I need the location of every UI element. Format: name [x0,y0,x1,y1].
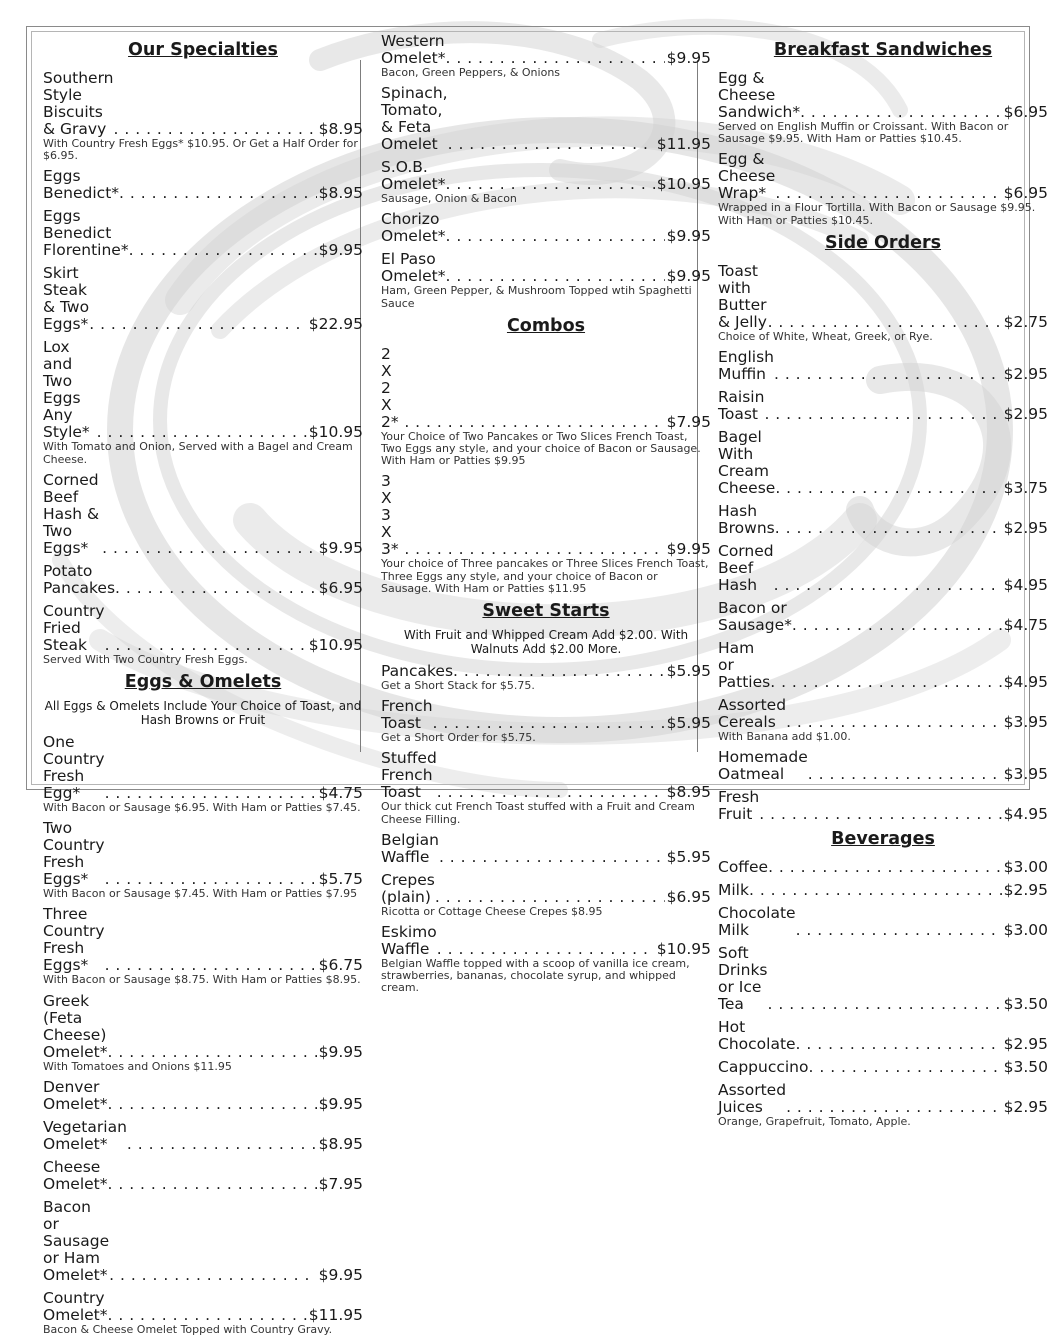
item-price: $2.95 [1003,1035,1048,1054]
dot-leader [796,922,1002,939]
dot-leader [109,1267,317,1284]
item-price: $9.95 [318,1042,363,1061]
menu-item-row [381,251,711,285]
menu-item [718,429,1048,497]
item-price: $5.95 [666,662,711,681]
dot-leader [404,414,664,431]
item-price: $2.95 [1003,405,1048,424]
menu-item-row [43,1119,363,1153]
item-description: Served on English Muffin or Croissant. With Bacon or Sausage $9.95. With Ham or Patties $10.45. [718,120,1009,146]
menu-item-row [43,265,363,333]
menu-item-row [718,349,1048,383]
menu-section-combos [381,316,711,595]
menu-item [43,265,363,333]
item-description: Bacon, Green Peppers, & Onions [381,66,561,79]
menu-column-right [718,40,1048,1134]
menu-item-row [381,473,711,558]
menu-item-row [381,33,711,67]
menu-item-row [718,1019,1048,1053]
item-name: Chocolate Milk [718,904,796,940]
dot-leader [453,663,665,680]
item-description: With Tomato and Onion, Served with a Bagel and Cream Cheese. [43,440,353,466]
item-name: Corned Beef Hash [718,542,774,595]
menu-item [43,1159,363,1193]
menu-item [43,820,363,900]
item-price: $4.75 [318,784,363,803]
item-price: $9.95 [666,267,711,286]
item-description: Your Choice of Two Pancakes or Two Slices French Toast, Two Eggs any style, and your choice of Bacon or Sausage. With Ham or Patties $9.95 [381,429,701,468]
item-price: $10.95 [308,635,363,654]
item-name: Greek (Feta Cheese) Omelet* [43,991,108,1061]
item-price: $5.95 [666,714,711,733]
item-price: $10.95 [308,423,363,442]
item-price: $2.95 [1003,881,1048,900]
dot-leader [105,957,317,974]
menu-item-row [43,820,363,888]
menu-section-our-specialties [43,40,363,666]
dot-leader [770,674,1001,691]
menu-item [43,472,363,557]
dot-leader [446,50,665,67]
item-description: Choice of White, Wheat, Greek, or Rye. [718,329,933,343]
dot-leader [446,176,655,193]
dot-leader [774,366,1002,383]
item-price: $3.95 [1003,713,1048,732]
section-title: Eggs & Omelets [124,672,282,693]
menu-item [43,1079,363,1113]
item-name: Soft Drinks or Ice Tea [718,944,768,1014]
item-price: $2.75 [1003,312,1048,331]
section-title: Beverages [831,829,935,850]
menu-item [43,603,363,666]
item-price: $6.95 [666,887,711,906]
item-name: Egg & Cheese Wrap* [718,150,776,203]
dot-leader [800,104,1002,121]
menu-item [43,1119,363,1153]
item-price: $6.95 [1003,103,1048,121]
item-name: El Paso Omelet* [381,250,446,286]
dot-leader [108,1307,307,1324]
menu-item-row [43,603,363,654]
item-name: Egg & Cheese Sandwich* [718,69,801,121]
menu-item [43,208,363,259]
item-name: Vegetarian Omelet* [43,1117,127,1153]
item-name: One Country Fresh Egg* [43,733,105,803]
dot-leader [114,121,317,138]
item-name: Hash Browns [718,502,775,538]
item-price: $3.50 [1003,1058,1048,1077]
menu-section-beverages [718,829,1048,1128]
item-name: Fresh Fruit [718,788,760,824]
item-price: $6.75 [318,956,363,975]
menu-item [718,503,1048,537]
menu-item-row [43,1199,363,1284]
item-price: $4.75 [1003,616,1048,635]
item-name: 3 X 3 X 3* [381,472,399,559]
menu-item-row [718,543,1048,594]
dot-leader [775,185,1001,202]
menu-item [718,70,1048,145]
menu-section-side-orders [718,233,1048,823]
menu-item [381,473,711,595]
item-description: With Banana add $1.00. [718,730,851,744]
item-description: With Country Fresh Eggs* $10.95. Or Get a Half Order for $6.95. [43,137,358,163]
menu-item-row [381,924,711,958]
item-name: S.O.B. Omelet* [381,158,446,194]
item-price: $9.95 [666,227,711,246]
item-description: With Bacon or Sausage $8.75. With Ham or Patties $8.95. [43,973,361,987]
dot-leader [127,1136,317,1153]
item-price: $5.75 [318,870,363,889]
item-name: Belgian Waffle [381,830,439,866]
item-name: Three Country Fresh Eggs* [43,905,105,975]
menu-item-row [718,789,1048,823]
dot-leader [808,1059,1001,1076]
menu-section-eggs-omelets [43,672,363,1336]
item-description: With Bacon or Sausage $6.95. With Ham or Patties $7.45. [43,801,361,815]
dot-leader [764,406,1001,423]
dot-leader [775,480,1001,497]
dot-leader [105,637,307,654]
item-price: $10.95 [656,175,711,194]
item-name: Two Country Fresh Eggs* [43,819,105,889]
menu-item [718,349,1048,383]
item-name: Assorted Cereals [718,696,787,732]
menu-item-row [43,472,363,557]
item-description: Bacon & Cheese Omelet Topped with Country Gravy. [43,1322,333,1336]
menu-item-row [381,346,711,431]
item-name: Cheese Omelet* [43,1157,108,1193]
menu-item [718,543,1048,594]
item-price: $7.95 [666,412,711,431]
menu-item [381,832,711,866]
dot-leader [115,580,317,597]
dot-leader [446,228,665,245]
dot-leader [89,316,307,333]
item-price: $9.95 [666,49,711,67]
dot-leader [97,424,307,441]
item-description: With Tomatoes and Onions $11.95 [43,1059,232,1073]
section-title: Our Specialties [128,40,278,60]
item-name: Western Omelet* [381,32,446,67]
menu-section-continued [381,33,711,310]
item-price: $3.00 [1003,858,1048,877]
section-note: All Eggs & Omelets Include Your Choice of Toast, and Hash Browns or Fruit [44,699,362,728]
dot-leader [433,715,665,732]
item-price: $8.95 [318,120,363,138]
menu-item-row [718,70,1048,121]
item-description: Ricotta or Cottage Cheese Crepes $8.95 [381,904,603,918]
item-name: Coffee [718,858,769,877]
menu-item [381,698,711,744]
item-price: $3.95 [1003,765,1048,784]
menu-item-row [43,1159,363,1193]
item-name: Ham or Patties [718,639,771,692]
menu-item-row [43,563,363,597]
menu-item-row [43,70,363,138]
menu-item [718,789,1048,823]
menu-item-row [381,872,711,906]
menu-item-row [718,882,1048,899]
item-description: Orange, Grapefruit, Tomato, Apple. [718,1115,911,1129]
dot-leader [108,1044,317,1061]
item-description: Get a Short Stack for $5.75. [381,679,535,693]
item-description: Belgian Waffle topped with a scoop of vanilla ice cream, strawberries, bananas, chocolate syrup, and whipped cream. [381,957,690,995]
menu-item [43,993,363,1073]
dot-leader [437,941,655,958]
dot-leader [768,859,1002,876]
item-name: Bacon or Sausage* [718,599,792,635]
section-title: Combos [506,315,586,336]
item-price: $6.95 [1003,184,1048,203]
section-title: Breakfast Sandwiches [773,40,993,60]
item-name: Denver Omelet* [43,1077,108,1113]
menu-item-row [381,698,711,732]
dot-leader [448,136,655,153]
item-description: Ham, Green Pepper, & Mushroom Topped wtih Spaghetti Sauce [381,284,692,310]
item-description: With Bacon or Sausage $7.45. With Ham or Patties $7.95 [43,887,358,901]
section-title: Sweet Starts [482,601,610,622]
menu-item-row [43,993,363,1061]
dot-leader [774,577,1002,594]
dot-leader [768,314,1002,331]
menu-item-row [43,168,363,202]
item-name: Pancakes [381,662,454,681]
menu-item [381,346,711,468]
dot-leader [404,541,664,558]
menu-item [43,563,363,597]
menu-item [718,1019,1048,1053]
menu-item [718,263,1048,343]
menu-column-middle [381,32,711,1001]
item-price: $6.95 [318,578,363,597]
dot-leader [768,996,1002,1013]
item-price: $3.00 [1003,921,1048,940]
menu-item [718,882,1048,899]
menu-item [381,251,711,309]
item-price: $11.95 [656,135,711,154]
menu-item-row [43,339,363,441]
item-name: Corned Beef Hash & Two Eggs* [43,470,100,557]
menu-item-row [43,1079,363,1113]
menu-item-row [381,832,711,866]
item-price: $5.95 [666,847,711,866]
item-name: Stuffed French Toast [381,749,437,802]
item-price: $9.95 [666,540,711,559]
menu-item-row [718,905,1048,939]
item-name: Eskimo Waffle [381,923,437,959]
item-price: $8.95 [318,184,363,203]
item-price: $9.95 [318,1265,363,1284]
item-name: Cappuccino [718,1058,809,1077]
menu-item [718,1059,1048,1076]
menu-item-row [718,859,1048,876]
menu-item [381,33,711,79]
menu-item [381,85,711,153]
menu-item-row [718,640,1048,691]
item-price: $4.95 [1003,576,1048,595]
section-title: Side Orders [824,232,942,253]
dot-leader [808,766,1002,783]
dot-leader [792,617,1002,634]
dot-leader [446,268,665,285]
menu-item [718,389,1048,423]
item-name: Potato Pancakes [43,561,116,597]
dot-leader [749,882,1002,899]
item-name: Southern Style Biscuits & Gravy [43,69,114,138]
menu-item [381,663,711,692]
item-price: $2.95 [1003,365,1048,384]
dot-leader [775,520,1002,537]
item-name: Hot Chocolate [718,1018,796,1054]
menu-item [43,339,363,465]
dot-leader [102,540,316,557]
dot-leader [108,1176,317,1193]
item-name: Country Omelet* [43,1288,108,1324]
dot-leader [129,242,317,259]
menu-item [43,1290,363,1336]
menu-section-sweet-starts [381,601,711,995]
menu-item [718,749,1048,783]
menu-item [718,151,1048,226]
item-price: $10.95 [656,940,711,959]
menu-item-row [43,906,363,974]
menu-item-row [718,389,1048,423]
menu-item [43,168,363,202]
item-price: $8.95 [666,783,711,802]
item-name: Country Fried Steak [43,601,105,654]
menu-item [718,697,1048,743]
item-price: $9.95 [318,538,363,557]
menu-item [718,600,1048,634]
item-name: Chorizo Omelet* [381,210,446,246]
menu-item [43,70,363,162]
menu-item-row [718,429,1048,497]
item-price: $9.95 [318,241,363,260]
item-price: $3.75 [1003,479,1048,498]
item-price: $11.95 [308,1305,363,1324]
menu-item [381,924,711,995]
menu-item [381,750,711,825]
item-name: Skirt Steak & Two Eggs* [43,264,90,334]
item-name: Spinach, Tomato, & Feta Omelet [381,84,448,154]
item-name: Eggs Benedict Florentine* [43,207,129,260]
menu-item-row [381,85,711,153]
menu-section-breakfast-sandwiches [718,40,1048,227]
item-price: $4.95 [1003,673,1048,692]
menu-item [381,211,711,245]
item-price: $22.95 [308,315,363,334]
menu-item-row [718,697,1048,731]
dot-leader [439,849,665,866]
menu-column-left [43,40,363,1342]
menu-item-row [718,945,1048,1013]
menu-item-row [381,750,711,801]
item-price: $3.50 [1003,995,1048,1014]
item-description: Sausage, Onion & Bacon [381,192,517,206]
menu-item-row [718,600,1048,634]
menu-item-row [43,734,363,802]
menu-item-row [43,208,363,259]
menu-item [43,1199,363,1284]
menu-item-row [718,263,1048,331]
item-description: Wrapped in a Flour Tortilla. With Bacon or Sausage $9.95. With Ham or Patties $10.45. [718,201,1036,227]
dot-leader [108,1096,317,1113]
menu-item [718,859,1048,876]
dot-leader [437,784,665,801]
dot-leader [759,806,1001,823]
dot-leader [119,185,317,202]
menu-item [381,872,711,918]
menu-item-row [43,1290,363,1324]
menu-item-row [381,211,711,245]
item-name: Bagel With Cream Cheese [718,428,776,498]
item-name: Assorted Juices [718,1081,787,1117]
item-price: $4.95 [1003,805,1048,824]
item-description: Our thick cut French Toast stuffed with a Fruit and Cream Cheese Filling. [381,800,695,826]
item-name: Milk [718,881,749,900]
item-name: Crepes (plain) [381,870,435,906]
menu-item [718,1082,1048,1128]
menu-item [43,734,363,814]
item-description: Served With Two Country Fresh Eggs. [43,652,248,666]
dot-leader [786,1099,1002,1116]
menu-item [381,159,711,205]
dot-leader [786,714,1002,731]
menu-item-row [718,1059,1048,1076]
item-price: $7.95 [318,1174,363,1193]
menu-item [718,905,1048,939]
menu-item [718,945,1048,1013]
dot-leader [105,785,317,802]
item-name: Homemade Oatmeal [718,748,808,784]
item-description: Your choice of Three pancakes or Three Slices French Toast, Three Eggs any style, and your choice of Bacon or Sausage. With Ham or Patties $11.95 [381,557,709,595]
menu-item-row [381,159,711,193]
item-description: Get a Short Order for $5.75. [381,731,536,745]
menu-item-row [718,151,1048,202]
item-name: Toast with Butter & Jelly [718,261,767,331]
item-name: Raisin Toast [718,388,765,424]
dot-leader [105,871,317,888]
menu-item [43,906,363,986]
item-price: $2.95 [1003,1098,1048,1117]
menu-item-row [381,663,711,680]
item-name: 2 X 2 X 2* [381,344,399,431]
menu-item-row [718,1082,1048,1116]
menu-item-row [718,503,1048,537]
section-note: With Fruit and Whipped Cream Add $2.00. With Walnuts Add $2.00 More. [403,628,689,657]
dot-leader [796,1036,1002,1053]
item-name: French Toast [381,697,433,733]
dot-leader [435,889,665,906]
menu-item [718,640,1048,691]
item-name: English Muffin [718,348,774,384]
menu-item-row [718,749,1048,783]
item-price: $8.95 [318,1134,363,1153]
item-price: $2.95 [1003,519,1048,538]
item-price: $9.95 [318,1094,363,1113]
item-name: Lox and Two Eggs Any Style* [43,338,90,442]
item-name: Eggs Benedict* [43,167,120,203]
item-name: Bacon or Sausage or Ham Omelet* [43,1197,110,1284]
